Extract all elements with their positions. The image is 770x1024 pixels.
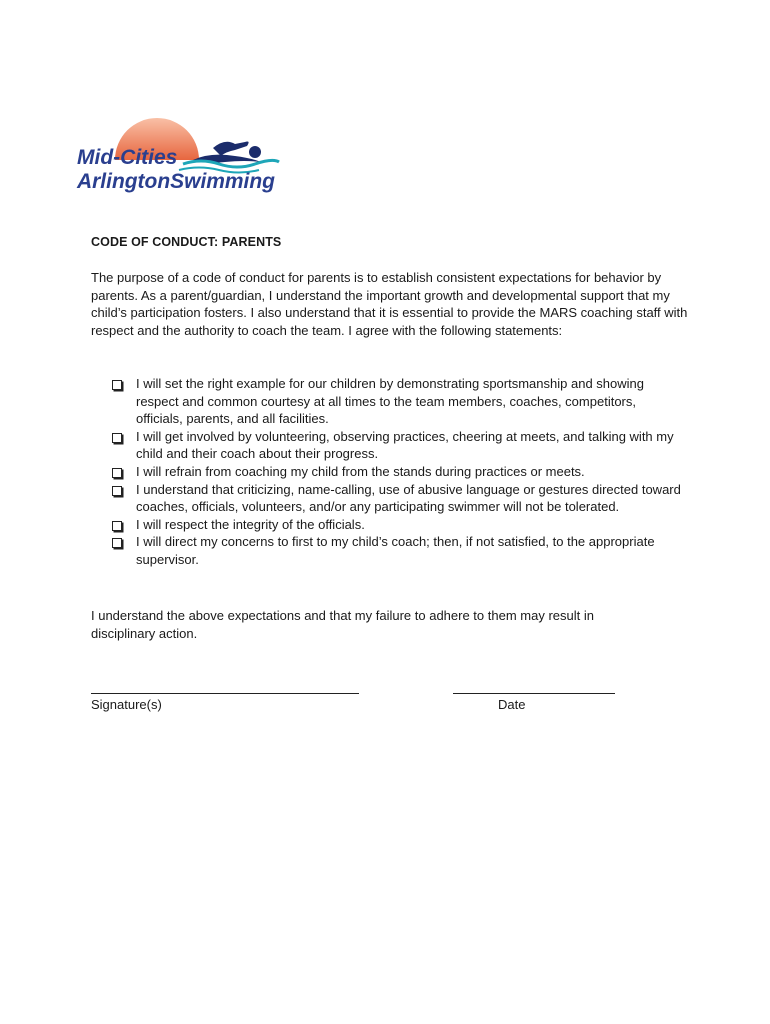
date-line — [453, 683, 615, 694]
intro-paragraph: The purpose of a code of conduct for parents is to establish consistent expectations for behavior by parents. As a parent/guardian, I understand the important growth and developmental support that my child’s participation fosters. I also understand that it is essential to provide the MARS coaching staff with respect and the authority to coach the team. I agree with the following statements: — [91, 270, 688, 338]
list-item — [111, 428, 681, 463]
swimmer-icon — [213, 142, 249, 157]
statement-list — [111, 375, 681, 569]
mid-cities-arlington-swimming-logo — [75, 108, 285, 200]
list-item — [111, 463, 681, 481]
checkbox-bullet-icon — [112, 468, 122, 478]
logo-line-2: ArlingtonSwimming — [76, 170, 276, 193]
statement-text: I will respect the integrity of the officials. — [136, 516, 365, 532]
checkbox-bullet-icon — [112, 380, 122, 390]
statement-text: I will direct my concerns to first to my child’s coach; then, if not satisfied, to the appropriate supervisor. — [136, 534, 655, 567]
list-item — [111, 481, 681, 516]
statement-text: I will set the right example for our children by demonstrating sportsmanship and showing respect and common courtesy at all times to the team members, coaches, competitors, officials, parents, and all facilities. — [136, 376, 644, 427]
checkbox-bullet-icon — [112, 486, 122, 496]
list-item — [111, 375, 681, 428]
checkbox-bullet-icon — [112, 433, 122, 443]
signature-line — [91, 683, 359, 694]
checkbox-bullet-icon — [112, 521, 122, 531]
list-item — [111, 516, 681, 534]
page-title: CODE OF CONDUCT: PARENTS — [91, 235, 282, 249]
signature-label: Signature(s) — [91, 697, 162, 712]
checkbox-bullet-icon — [112, 538, 122, 548]
statement-text: I will refrain from coaching my child from the stands during practices or meets. — [136, 463, 585, 479]
list-item — [111, 533, 681, 568]
date-label: Date — [498, 697, 526, 712]
logo-line-1: Mid-Cities — [77, 146, 178, 169]
closing-paragraph: I understand the above expectations and that my failure to adhere to them may result in disciplinary action. — [91, 608, 594, 641]
statement-text: I understand that criticizing, name-calling, use of abusive language or gestures directed toward coaches, officials, volunteers, and/or any participating swimmer will not be tolerated. — [136, 481, 681, 515]
logo-graphic — [75, 108, 285, 200]
statement-text: I will get involved by volunteering, observing practices, cheering at meets, and talking with my child and their coach about their progress. — [136, 428, 674, 462]
